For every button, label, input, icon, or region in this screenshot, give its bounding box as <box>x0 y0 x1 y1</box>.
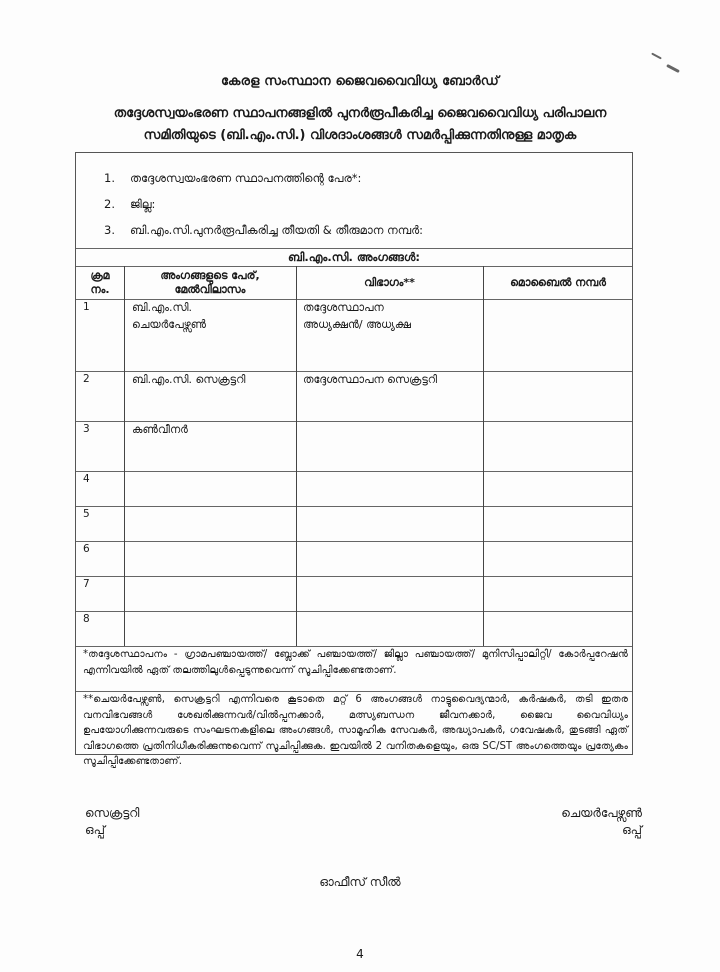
field-number: 3. <box>104 223 115 237</box>
row-mobile-input[interactable] <box>486 421 631 471</box>
divider <box>76 541 632 542</box>
chairperson-label: ചെയർപേഴ്സൺ <box>561 806 642 820</box>
row-member-name[interactable] <box>132 299 206 333</box>
row-serial: 2 <box>83 373 90 385</box>
header-category: വിഭാഗം** <box>364 275 415 289</box>
header-serial-no <box>76 266 124 299</box>
divider <box>76 611 632 612</box>
field-label: ബി.എം.സി.പുനർരൂപീകരിച്ച തീയതി & തീരുമാന നമ്പർ: <box>130 223 424 237</box>
bmc-form-table <box>75 152 633 767</box>
cell-text: അധ്യക്ഷൻ/ അധ്യക്ഷ <box>303 318 412 331</box>
scan-artifact <box>666 64 680 73</box>
secretary-signature-block <box>85 805 139 839</box>
note-member-categories: **ചെയർപേഴ്സൺ, സെക്രട്ടറി എന്നിവരെ കൂടാതെ മറ്റ് 6 അംഗങ്ങൾ നാട്ടുവൈദ്യന്മാർ, കർഷകർ, തടി ഇതര വനവിഭവങ്ങൾ ശേഖരിക്കുന്നവർ/വിൽപ്പനക്കാർ, മത്സ്യബന്ധന ജീവനക്കാർ, ജൈവ വൈവിധ്യം ഉപയോഗിക്കുന്നവരുടെ സംഘടനകളിലെ അംഗങ്ങൾ, സാമൂഹിക സേവകർ, അദ്ധ്യാപകർ, ഗവേഷകർ, തുടങ്ങി ഏത് വിഭാഗത്തെ പ്രതിനിധീകരിക്കുന്നുവെന്ന് സൂചിപ്പിക്കുക. ഇവയിൽ 2 വനിതകളെയും, ഒരു SC/ST അംഗത്തെയും പ്രത്യേകം സൂചിപ്പിക്കേണ്ടതാണ്. <box>83 694 628 767</box>
members-table-title: ബി.എം.സി. അംഗങ്ങൾ: <box>288 250 420 264</box>
row-category[interactable]: തദ്ദേശസ്ഥാപന സെക്രട്ടറി <box>303 373 438 386</box>
document-subtitle <box>0 103 720 147</box>
row-category[interactable] <box>303 299 411 333</box>
intro-fields <box>104 171 423 249</box>
header-member-name-address <box>124 266 296 299</box>
field-label: ജില്ല: <box>130 197 156 211</box>
note-local-body-types: *തദ്ദേശസ്ഥാപനം - ഗ്രാമപഞ്ചായത്ത്/ ബ്ലോക്ക് പഞ്ചായത്ത്/ ജില്ലാ പഞ്ചായത്ത്/ മുനിസിപ്പാലിറ്റി/ കോർപ്പറേഷൻ എന്നിവയിൽ ഏത് തലത്തിലുൾപ്പെടുന്നുവെന്ന് സൂചിപ്പിക്കേണ്ടതാണ്. <box>83 649 628 676</box>
row-member-name[interactable]: കൺവീനർ <box>132 423 188 436</box>
subtitle-line-1: തദ്ദേശസ്വയംഭരണ സ്ഥാപനങ്ങളിൽ പുനർരൂപീകരിച്ച ജൈവവൈവിധ്യ പരിപാലന <box>113 106 607 121</box>
divider <box>76 471 632 472</box>
office-seal-label: ഓഫീസ് സീൽ <box>319 875 401 889</box>
header-text: നം. <box>90 282 110 296</box>
row-serial: 1 <box>83 301 90 313</box>
header-text: ക്രമ <box>90 268 110 282</box>
document-title: കേരള സംസ്ഥാന ജൈവവൈവിധ്യ ബോർഡ് <box>221 74 499 89</box>
column-divider <box>296 266 297 646</box>
divider <box>76 506 632 507</box>
field-number: 1. <box>104 171 115 185</box>
row-serial: 8 <box>83 613 90 625</box>
header-mobile-number: മൊബൈൽ നമ്പർ <box>510 275 606 289</box>
field-local-body-name[interactable] <box>104 171 423 197</box>
cell-text: ചെയർപേഴ്സൺ <box>132 318 207 331</box>
field-reconstitution-date-resolution[interactable] <box>104 223 423 249</box>
row-serial: 7 <box>83 578 90 590</box>
row-mobile-input[interactable] <box>486 299 631 371</box>
cell-text: ബി.എം.സി. <box>132 301 193 314</box>
signature-label: ഒപ്പ് <box>622 823 642 837</box>
chairperson-signature-block <box>561 805 642 839</box>
row-category[interactable] <box>303 421 481 471</box>
row-serial: 4 <box>83 473 90 485</box>
field-label: തദ്ദേശസ്വയംഭരണ സ്ഥാപനത്തിന്റെ പേര*: <box>130 171 362 185</box>
page-number: 4 <box>356 947 364 961</box>
secretary-label: സെക്രട്ടറി <box>85 806 140 820</box>
row-serial: 6 <box>83 543 90 555</box>
field-district[interactable] <box>104 197 423 223</box>
column-divider <box>483 266 484 646</box>
row-serial: 5 <box>83 508 90 520</box>
divider <box>76 576 632 577</box>
signature-label: ഒപ്പ് <box>85 823 105 837</box>
row-serial: 3 <box>83 423 90 435</box>
header-text: അംഗങ്ങളുടെ പേര്, <box>160 268 260 282</box>
row-member-name[interactable]: ബി.എം.സി. സെക്രട്ടറി <box>132 373 246 386</box>
row-mobile-input[interactable] <box>486 371 631 421</box>
cell-text: തദ്ദേശസ്ഥാപന <box>303 301 384 314</box>
scan-artifact <box>651 53 662 60</box>
subtitle-line-2: സമിതിയുടെ (ബി.എം.സി.) വിശദാംശങ്ങൾ സമർപ്പിക്കുന്നതിനുള്ള മാതൃക <box>143 128 577 143</box>
field-number: 2. <box>104 197 115 211</box>
column-divider <box>124 266 125 646</box>
header-text: മേൽവിലാസം <box>174 282 246 296</box>
